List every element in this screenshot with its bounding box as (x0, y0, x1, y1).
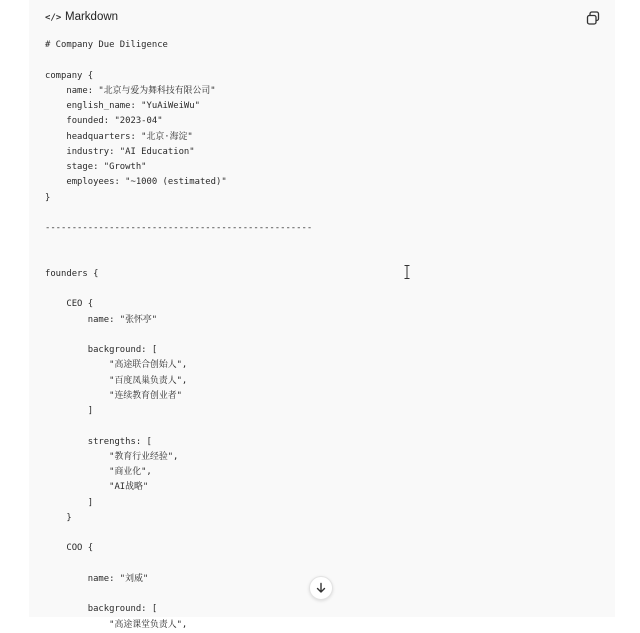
code-line (45, 557, 599, 572)
code-line (45, 236, 599, 251)
code-line: "教育行业经验", (45, 451, 179, 462)
code-line (45, 419, 599, 434)
code-block-header (29, 0, 615, 36)
code-line: } (45, 192, 51, 203)
code-line: "商业化", (45, 467, 152, 477)
code-line (45, 206, 599, 221)
code-line: name: "北京与爱为舞科技有限公司" (45, 85, 216, 96)
code-line: background: [ (45, 604, 158, 615)
copy-button[interactable] (585, 10, 601, 26)
language-label: Markdown (65, 11, 119, 23)
code-line: industry: "AI Education" (45, 146, 195, 157)
code-line (45, 328, 599, 343)
text-cursor-icon (404, 265, 410, 279)
code-line: "AI战略" (45, 482, 149, 493)
code-content (45, 38, 599, 630)
code-line: name: "张怀亭" (45, 314, 158, 325)
code-line: founded: "2023-04" (45, 116, 163, 127)
code-line: } (45, 512, 72, 523)
code-line: CEO { (45, 299, 94, 310)
scroll-down-button[interactable] (309, 576, 333, 600)
code-line (45, 252, 599, 267)
code-line: ] (45, 406, 94, 416)
code-line: company { (45, 70, 94, 81)
code-line: background: [ (45, 345, 158, 355)
code-line (45, 526, 599, 541)
code-line: headquarters: "北京·海淀" (45, 131, 193, 142)
code-line: COO { (45, 543, 94, 554)
code-line (45, 53, 599, 68)
code-line: ] (45, 497, 94, 508)
code-line: -------------------------------------------------- (45, 223, 313, 233)
code-icon: </> (45, 13, 62, 23)
code-block (29, 0, 615, 630)
code-line: "高途联合创始人", (45, 360, 188, 371)
code-line: strengths: [ (45, 436, 152, 447)
code-line: "百度凤巢负责人", (45, 375, 188, 386)
code-line: "连续教育创业者" (45, 390, 182, 401)
copy-icon (585, 10, 601, 26)
code-line: employees: "~1000 (estimated)" (45, 177, 227, 188)
code-line: stage: "Growth" (45, 162, 147, 172)
code-line (45, 282, 599, 297)
code-line: english_name: "YuAiWeiWu" (45, 101, 200, 111)
code-line: # Company Due Diligence (45, 40, 168, 50)
arrow-down-icon (315, 582, 327, 594)
code-line: "高途课堂负责人", (45, 619, 188, 630)
code-line: name: "刘威" (45, 573, 149, 584)
code-line: founders { (45, 268, 99, 279)
